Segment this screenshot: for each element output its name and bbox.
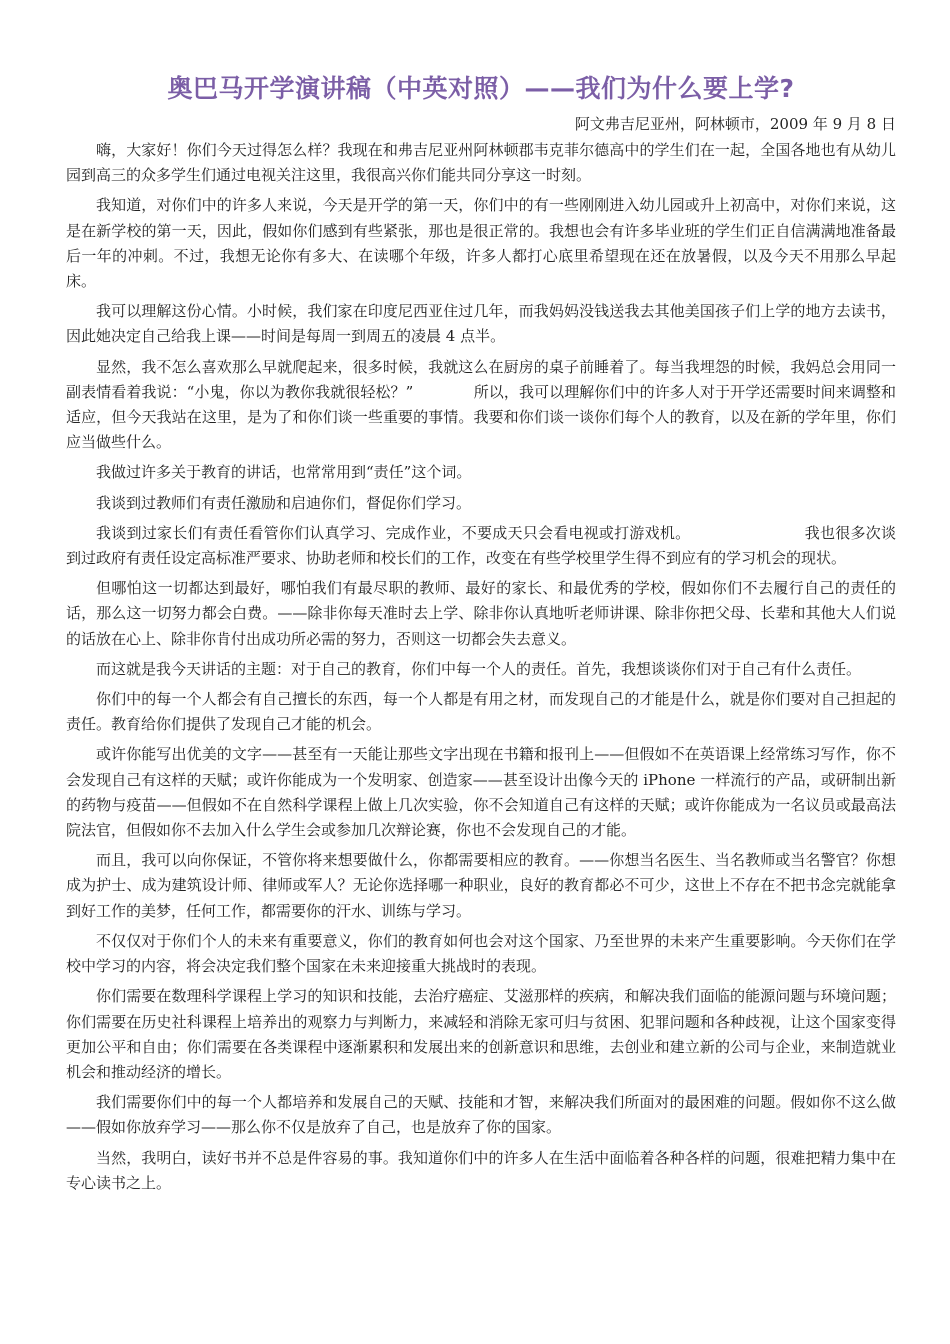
paragraph: 我做过许多关于教育的讲话，也常常用到“责任”这个词。: [96, 463, 472, 482]
document-page: [66, 70, 896, 1201]
paragraph: 我知道，对你们中的许多人来说，今天是开学的第一天，你们中的有一些刚刚进入幼儿园或升上初高中，对你们来说，这是在新学校的第一天，因此，假如你们感到有些紧张，那也是很正常的。我想也会有许多毕业班的学生们正自信满满地准备最后一年的冲刺。不过，我想无论你有多大、在读哪个年级，许多人都打心底里希望现在还在放暑假，以及今天不用那么早起床。: [66, 196, 896, 291]
paragraph: 我谈到过教师们有责任激励和启迪你们，督促你们学习。: [96, 493, 472, 512]
dateline: 阿文弗吉尼亚州，阿林顿市，2009 年 9 月 8 日: [574, 115, 896, 133]
paragraph: 你们中的每一个人都会有自己擅长的东西，每一个人都是有用之材，而发现自己的才能是什么，就是你们要对自己担起的责任。教育给你们提供了发现自己才能的机会。: [66, 690, 896, 734]
paragraph: 不仅仅对于你们个人的未来有重要意义，你们的教育如何也会对这个国家、乃至世界的未来产生重要影响。今天你们在学校中学习的内容，将会决定我们整个国家在未来迎接重大挑战时的表现。: [66, 931, 896, 976]
paragraph: 你们需要在数理科学课程上学习的知识和技能，去治疗癌症、艾滋那样的疾病，和解决我们面临的能源问题与环境问题；你们需要在历史社科课程上培养出的观察力与判断力，来减轻和消除无家可归与贫困、犯罪问题和各种歧视，让这个国家变得更加公平和自由；你们需要在各类课程中逐渐累积和发展出来的创新意识和思维，去创业和建立新的公司与企业，来制造就业机会和推动经济的增长。: [66, 987, 896, 1081]
document-title: 奥巴马开学演讲稿（中英对照）——我们为什么要上学?: [167, 74, 795, 103]
paragraph: 而这就是我今天讲话的主题：对于自己的教育，你们中每一个人的责任。首先，我想谈谈你们对于自己有什么责任。: [96, 659, 862, 678]
paragraph: 而且，我可以向你保证，不管你将来想要做什么，你都需要相应的教育。——你想当名医生、当名教师或当名警官？你想成为护士、成为建筑设计师、律师或军人？无论你选择哪一种职业，良好的教育都必不可少，这世上不存在不把书念完就能拿到好工作的美梦，任何工作，都需要你的汗水、训练与学习。: [66, 851, 896, 920]
paragraph: 但哪怕这一切都达到最好，哪怕我们有最尽职的教师、最好的家长、和最优秀的学校，假如你们不去履行自己的责任的话，那么这一切努力都会白费。——除非你每天准时去上学、除非你认真地听老师讲课、除非你把父母、长辈和其他大人们说的话放在心上、除非你肯付出成功所必需的努力，否则这一切都会失去意义。: [66, 579, 896, 648]
paragraph: 嗨，大家好！你们今天过得怎么样？我现在和弗吉尼亚州阿林顿郡韦克菲尔德高中的学生们在一起，全国各地也有从幼儿园到高三的众多学生们通过电视关注这里，我很高兴你们能共同分享这一时刻。: [66, 141, 896, 185]
paragraph: 我谈到过家长们有责任看管你们认真学习、完成作业，不要成天只会看电视或打游戏机。 我也很多次谈到过政府有责任设定高标准严要求、协助老师和校长们的工作，改变在有些学校里学生得不到应有的学习机会的现状。: [66, 523, 896, 568]
paragraph: 显然，我不怎么喜欢那么早就爬起来，很多时候，我就这么在厨房的桌子前睡着了。每当我埋怨的时候，我妈总会用同一副表情看着我说：“小鬼，你以为教你我就很轻松？” 所以，我可以理解你们中的许多人对于开学还需要时间来调整和适应，但今天我站在这里，是为了和你们谈一些重要的事情。我要和你们谈一谈你们每个人的教育，以及在新的学年里，你们应当做些什么。: [66, 357, 896, 452]
paragraph: 我们需要你们中的每一个人都培养和发展自己的天赋、技能和才智，来解决我们所面对的最困难的问题。假如你不这么做——假如你放弃学习——那么你不仅是放弃了自己，也是放弃了你的国家。: [66, 1093, 896, 1137]
paragraph: 当然，我明白，读好书并不总是件容易的事。我知道你们中的许多人在生活中面临着各种各样的问题，很难把精力集中在专心读书之上。: [66, 1148, 896, 1192]
paragraph: 或许你能写出优美的文字——甚至有一天能让那些文字出现在书籍和报刊上——但假如不在英语课上经常练习写作，你不会发现自己有这样的天赋；或许你能成为一个发明家、创造家——甚至设计出像今天的 iPhone 一样流行的产品，或研制出新的药物与疫苗——但假如不在自然科学课程上做上几次实验，你不会知道自己有这样的天赋；或许你能成为一名议员或最高法院法官，但假如你不去加入什么学生会或参加几次辩论赛，你也不会发现自己的才能。: [66, 745, 896, 840]
paragraph: 我可以理解这份心情。小时候，我们家在印度尼西亚住过几年，而我妈妈没钱送我去其他美国孩子们上学的地方去读书，因此她决定自己给我上课——时间是每周一到周五的凌晨 4 点半。: [66, 302, 896, 346]
